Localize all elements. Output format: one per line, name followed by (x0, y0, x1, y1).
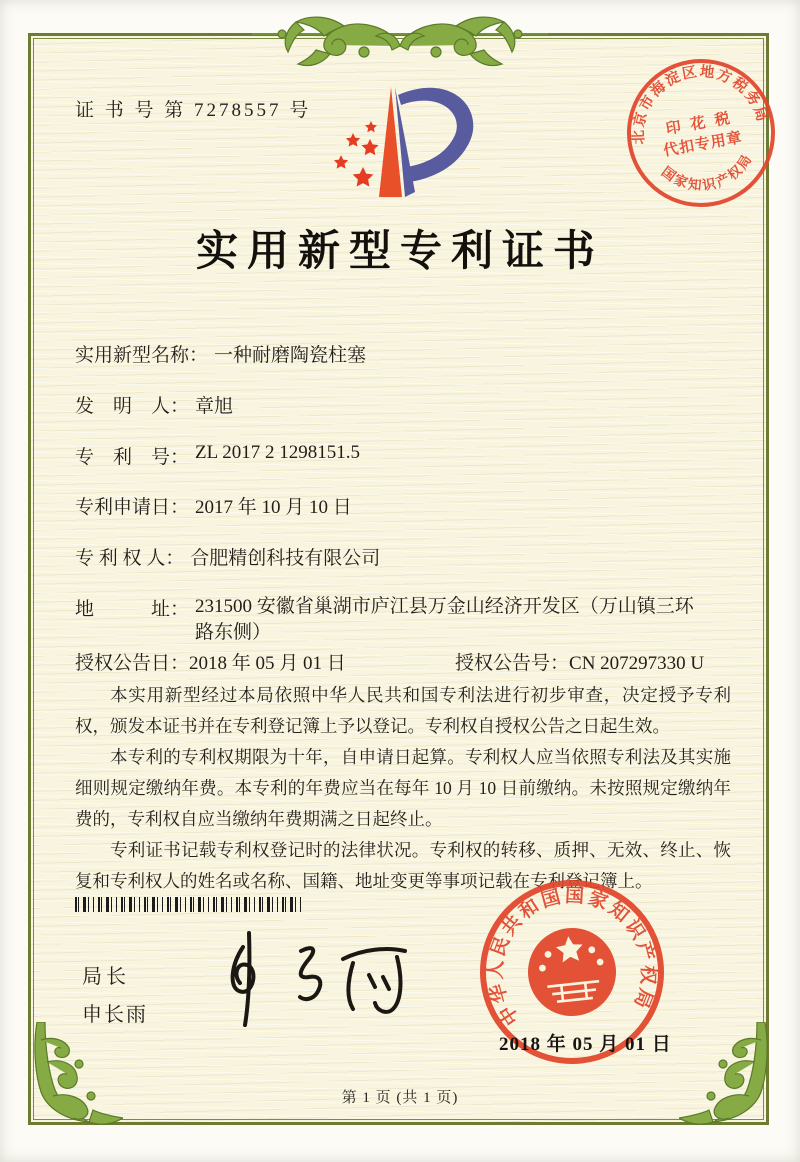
field-value: 合肥精创科技有限公司 (190, 548, 381, 569)
certificate-number: 证 书 号 第 7278557 号 (75, 100, 312, 121)
grant-number (455, 648, 704, 675)
legal-paragraph: 本实用新型经过本局依照中华人民共和国专利法进行初步审查，决定授予专利权，颁发本证书并在专利登记簿上予以登记。专利权自授权公告之日起生效。 (75, 685, 731, 736)
office-seal-arc-text: 中华人民共和国国家知识产权局 (485, 885, 659, 1029)
certificate-title: 实用新型专利证书 (195, 229, 604, 275)
field-value: 一种耐磨陶瓷柱塞 (214, 345, 367, 366)
tax-stamp (618, 50, 784, 216)
field-value: ZL 2017 2 1298151.5 (195, 442, 361, 463)
seal-date: 2018 年 05 月 01 日 (499, 1034, 672, 1055)
field-label: 专 利 号： (75, 447, 190, 468)
field-value: 章旭 (195, 396, 234, 417)
field-label: 专利申请日： (75, 497, 190, 518)
field-value: 2017 年 10 月 10 日 (195, 497, 352, 518)
tax-stamp-center-line1: 印 花 税 (664, 110, 735, 138)
commissioner-signature-script (205, 925, 415, 1030)
tax-stamp-arc-bottom-text: 国家知识产权局 (658, 150, 756, 194)
field-row-inventor (75, 391, 735, 418)
field-label: 专 利 权 人： (75, 548, 185, 569)
field-value: 231500 安徽省巢湖市庐江县万金山经济开发区（万山镇三环路东侧） (195, 596, 694, 643)
commissioner-role: 局长 (82, 966, 130, 988)
field-label: 发 明 人： (75, 396, 190, 417)
field-row-filing-date (75, 492, 735, 519)
bottom-right-flourish-ornament (679, 1022, 771, 1126)
grant-number-label: 授权公告号： (455, 653, 570, 674)
top-flourish-ornament (252, 8, 548, 78)
tax-stamp-arc-top-text: 北京市海淀区地方税务局 (631, 63, 771, 145)
legal-paragraph: 本专利的专利权期限为十年，自申请日起算。专利权人应当依照专利法及其实施细则规定缴纳年费。本专利的年费应当在每年 10 月 10 日前缴纳。未按照规定缴纳年费的，专利权自应当缴纳年费期满之日起终止。 (75, 747, 731, 829)
bottom-left-flourish-ornament (31, 1022, 123, 1126)
grant-number-value: CN 207297330 U (569, 653, 705, 674)
field-label: 地 址： (75, 599, 190, 620)
grant-date (75, 648, 346, 675)
field-row-address (75, 594, 735, 646)
grant-date-label: 授权公告日： (75, 653, 190, 674)
legal-body (75, 680, 731, 897)
field-row-patentee (75, 543, 735, 570)
commissioner-name: 申长雨 (82, 1004, 148, 1026)
national-emblem (524, 924, 621, 1021)
barcode (75, 897, 301, 912)
grant-date-value: 2018 年 05 月 01 日 (189, 653, 346, 674)
logo-stars (334, 121, 379, 187)
tax-stamp-center-line2: 代扣专用章 (662, 129, 744, 160)
cnipa-logo (325, 75, 505, 215)
legal-paragraph: 专利证书记载专利权登记时的法律状况。专利权的转移、质押、无效、终止、恢复和专利权人的姓名或名称、国籍、地址变更等事项记载在专利登记簿上。 (75, 840, 731, 891)
field-row-patent-name (75, 340, 735, 367)
field-label: 实用新型名称： (75, 345, 209, 366)
page-indicator: 第 1 页 (共 1 页) (341, 1090, 459, 1106)
field-row-patent-number (75, 442, 735, 469)
